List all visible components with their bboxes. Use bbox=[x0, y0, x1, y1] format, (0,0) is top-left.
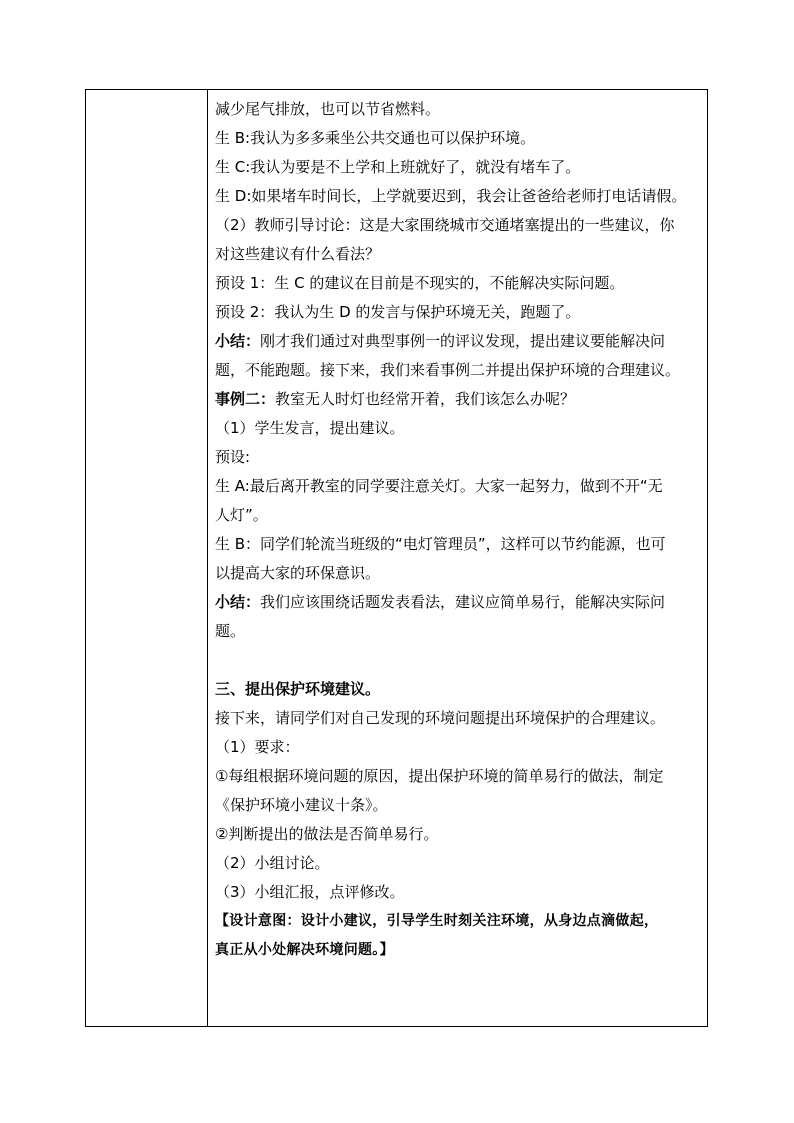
text-line: 人灯”。 bbox=[215, 506, 268, 524]
design-note-line-2: 真正从小处解决环境问题。】 bbox=[215, 942, 394, 958]
text-line: （2）小组讨论。 bbox=[215, 854, 330, 872]
text-line: 减少尾气排放，也可以节省燃料。 bbox=[215, 100, 441, 118]
summary-label: 小结： bbox=[215, 332, 261, 350]
design-note-line-1: 【设计意图：设计小建议，引导学生时刻关注环境，从身边点滴做起， bbox=[215, 913, 659, 929]
text-line: 生 C:我认为要是不上学和上班就好了，就没有堵车了。 bbox=[215, 158, 581, 176]
example-2-label: 事例二： bbox=[215, 390, 276, 408]
lesson-content bbox=[215, 95, 703, 965]
text-line: 生 B：同学们轮流当班级的“电灯管理员”，这样可以节约能源，也可 bbox=[215, 535, 666, 553]
text-line: ②判断提出的做法是否简单易行。 bbox=[215, 825, 439, 843]
summary-1-line-1 bbox=[215, 327, 703, 356]
text-line: 《保护环境小建议十条》。 bbox=[215, 796, 388, 814]
text-line: 接下来，请同学们对自己发现的环境问题提出环境保护的合理建议。 bbox=[215, 709, 666, 727]
example-2-line bbox=[215, 385, 703, 414]
summary-2-line-1 bbox=[215, 588, 703, 617]
text-line: 生 A:最后离开教室的同学要注意关灯。大家一起努力，做到不开“无 bbox=[215, 477, 663, 495]
text-line: 预设: bbox=[215, 448, 251, 466]
summary-text: 刚才我们通过对典型事例一的评议发现，提出建议要能解决问 bbox=[260, 332, 666, 350]
table-left-cell bbox=[86, 90, 207, 1026]
section-3-heading: 三、提出保护环境建议。 bbox=[215, 680, 381, 698]
text-line: 预设 2：我认为生 D 的发言与保护环境无关，跑题了。 bbox=[215, 303, 581, 321]
summary-label: 小结： bbox=[215, 593, 261, 611]
example-2-text: 教室无人时灯也经常开着，我们该怎么办呢？ bbox=[275, 390, 576, 408]
summary-text: 我们应该围绕话题发表看法，建议应简单易行，能解决实际问 bbox=[260, 593, 666, 611]
text-line: （3）小组汇报，点评修改。 bbox=[215, 883, 405, 901]
summary-2-line-2: 题。 bbox=[215, 622, 246, 640]
text-line: ①每组根据环境问题的原因，提出保护环境的简单易行的做法，制定 bbox=[215, 767, 664, 785]
text-line: 生 B:我认为多多乘坐公共交通也可以保护环境。 bbox=[215, 129, 536, 147]
text-line: （1）要求： bbox=[215, 738, 300, 756]
blank-line bbox=[215, 646, 703, 675]
text-line: （2）教师引导讨论：这是大家围绕城市交通堵塞提出的一些建议，你 bbox=[215, 216, 675, 234]
text-line: 对这些建议有什么看法？ bbox=[215, 245, 381, 263]
text-line: 以提高大家的环保意识。 bbox=[215, 564, 381, 582]
text-line: （1）学生发言，提出建议。 bbox=[215, 419, 405, 437]
table-column-divider bbox=[207, 89, 208, 1027]
summary-1-line-2: 题，不能跑题。接下来，我们来看事例二并提出保护环境的合理建议。 bbox=[215, 361, 681, 379]
text-line: 生 D:如果堵车时间长，上学就要迟到，我会让爸爸给老师打电话请假。 bbox=[215, 187, 687, 205]
text-line: 预设 1：生 C 的建议在目前是不现实的，不能解决实际问题。 bbox=[215, 274, 625, 292]
